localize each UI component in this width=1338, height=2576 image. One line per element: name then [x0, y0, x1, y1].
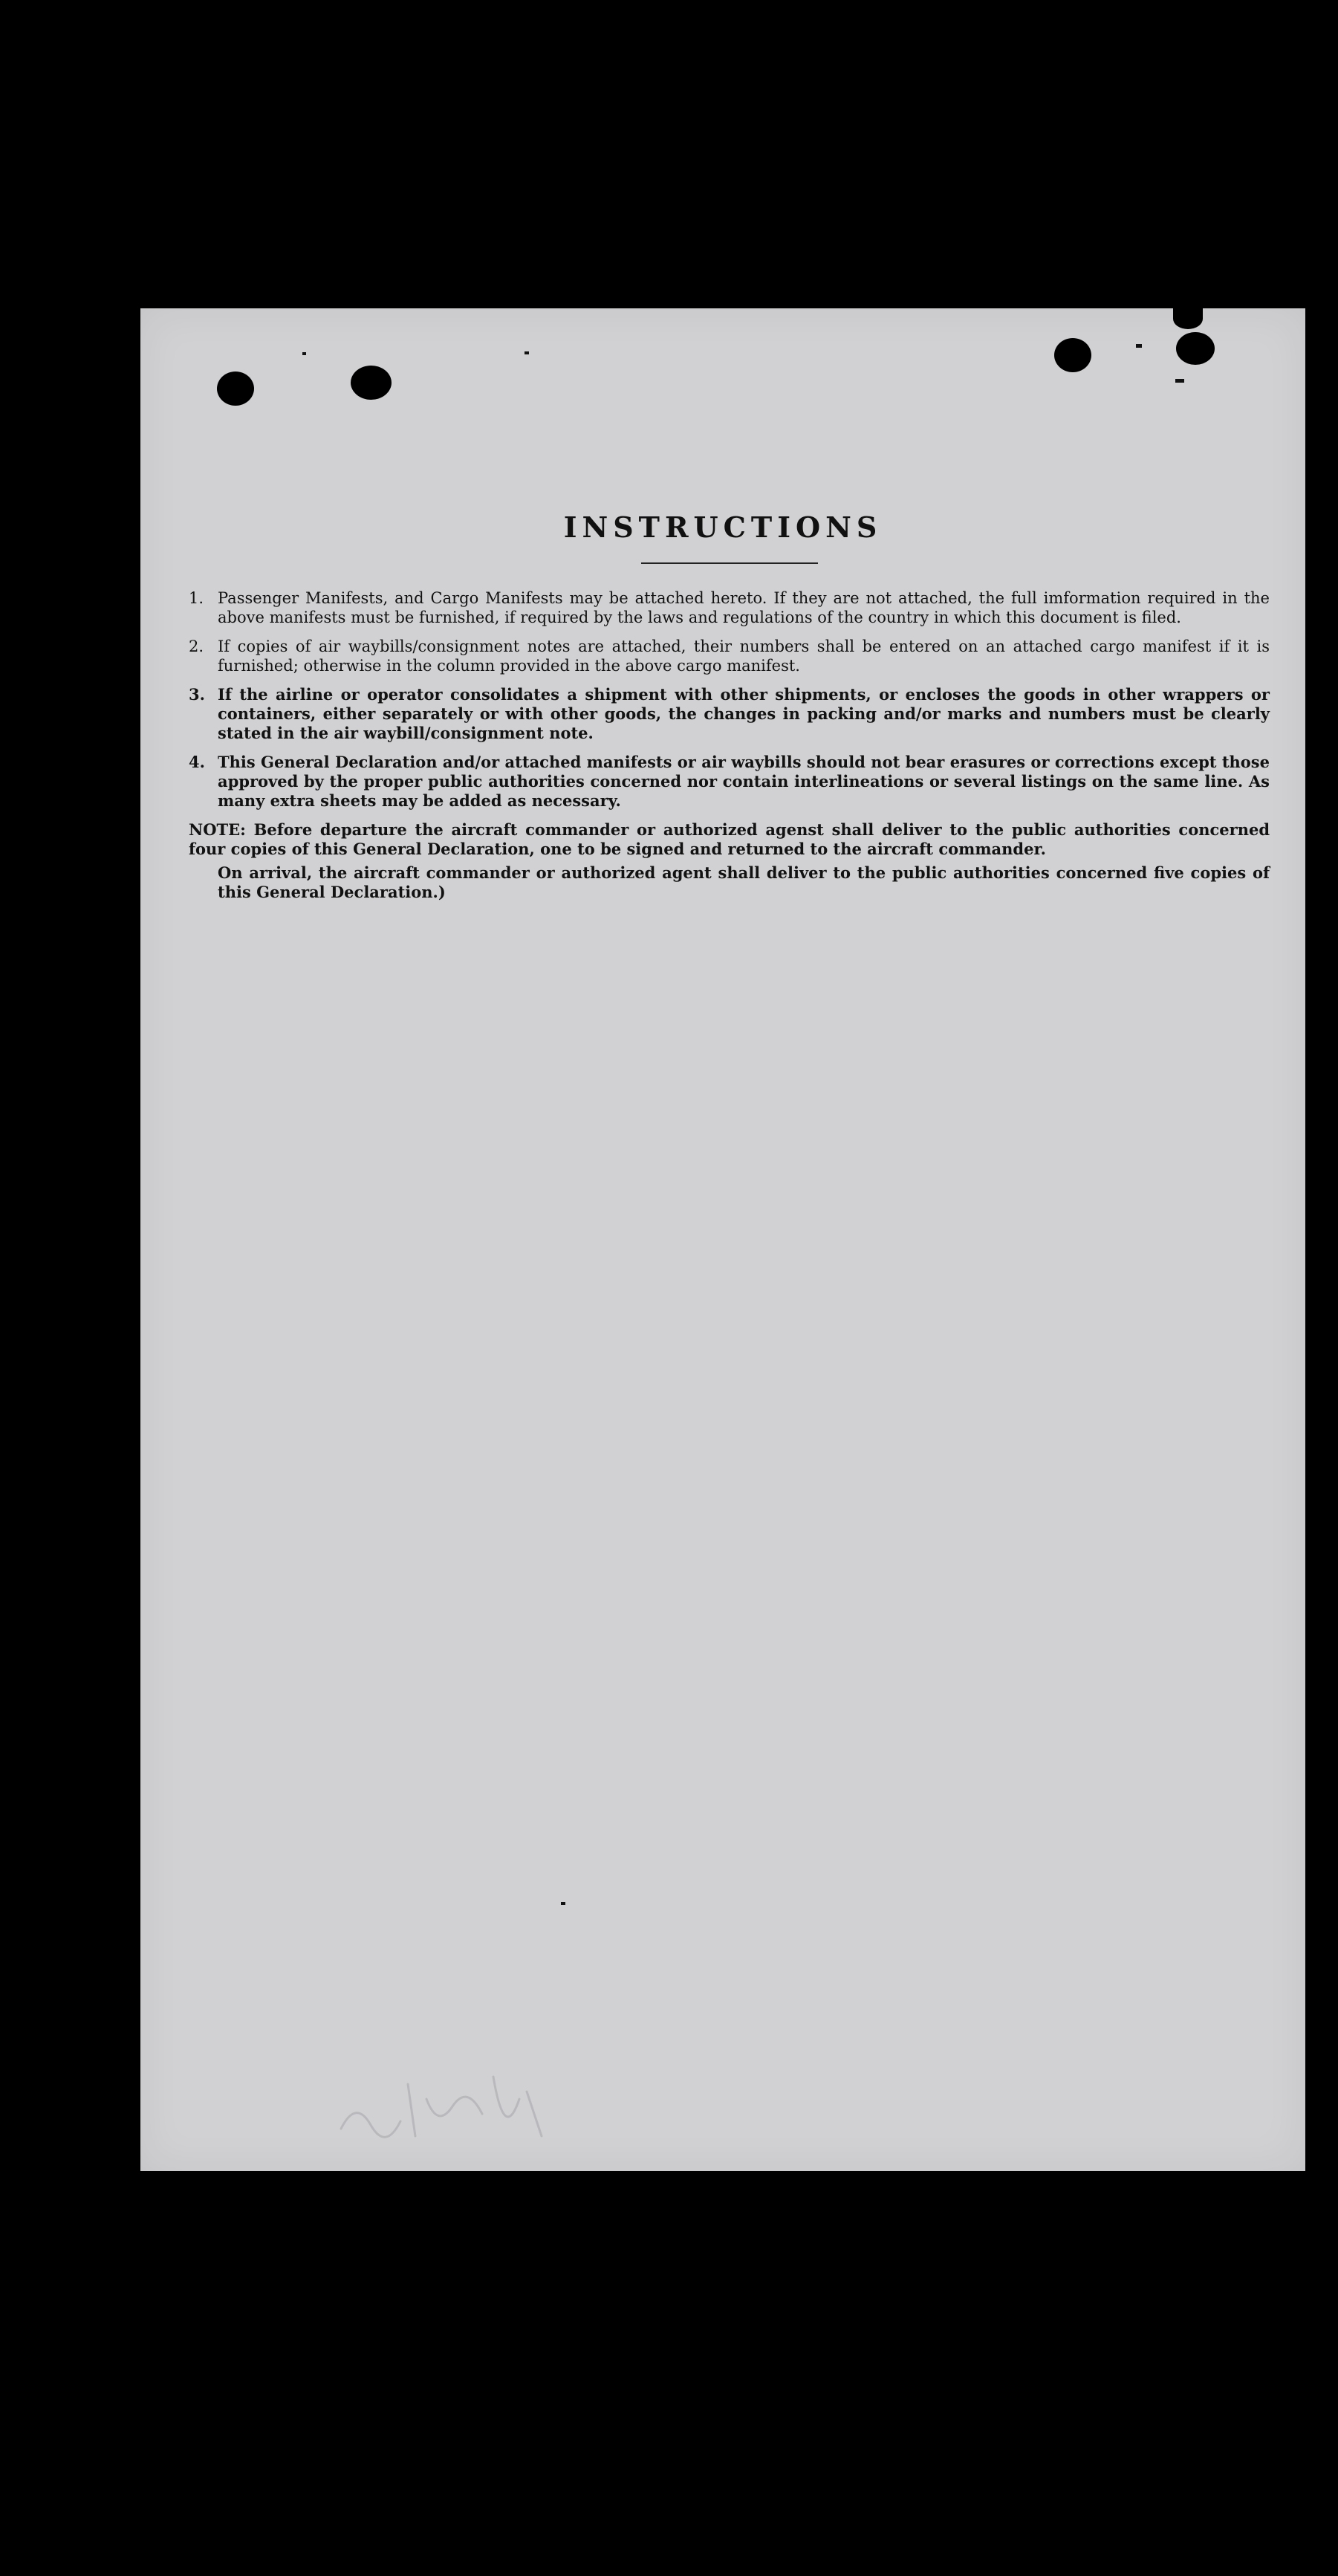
item-text: This General Declaration and/or attached manifests or air waybills should not bear erasures or corrections except those approved by the proper public authorities concerned nor contain interlineations or several listings on the same line. As many extra sheets may be added as necessary. [218, 753, 1270, 810]
speck [1175, 379, 1184, 383]
document-page [140, 308, 1305, 2171]
item-text: Passenger Manifests, and Cargo Manifests may be attached hereto. If they are not attached, the full imformation required in the above manifests must be furnished, if required by the laws and regulations of the country in which this document is filed. [218, 589, 1270, 626]
punch-hole-right-1 [1054, 338, 1091, 372]
note-block [189, 820, 1270, 902]
item-number: 1. [189, 589, 204, 607]
instruction-item [189, 685, 1270, 743]
punch-hole-left-2 [351, 366, 392, 400]
note-text: Before departure the aircraft commander or authorized agenst shall deliver to the public authorities concerned four copies of this General Declaration, one to be signed and returned to the aircraft commander. [189, 820, 1270, 858]
instruction-item [189, 637, 1270, 675]
torn-corner [1173, 308, 1203, 329]
note-label: NOTE: [189, 820, 246, 839]
page-title: INSTRUCTIONS [563, 510, 883, 544]
instruction-item [189, 753, 1270, 811]
punch-hole-right-2 [1176, 332, 1215, 365]
speck [525, 351, 529, 354]
instructions-list [189, 588, 1270, 902]
pencil-scribble [334, 2054, 556, 2151]
title-underline [641, 562, 818, 564]
item-text: If copies of air waybills/consignment notes are attached, their numbers shall be entered on an attached cargo manifest if it is furnished; otherwise in the column provided in the above cargo manifest. [218, 637, 1270, 675]
punch-hole-left-1 [217, 372, 254, 406]
item-number: 4. [189, 753, 205, 771]
note-paragraph-arrival: On arrival, the aircraft commander or authorized agent shall deliver to the public authorities concerned five copies of this General Declaration.) [218, 863, 1270, 901]
item-number: 3. [189, 685, 205, 704]
note-paragraph [189, 820, 1270, 859]
item-number: 2. [189, 637, 204, 655]
speck [302, 352, 306, 355]
speck [1136, 344, 1142, 348]
speck [561, 1902, 565, 1905]
item-text: If the airline or operator consolidates a shipment with other shipments, or encloses the goods in other wrappers or containers, either separately or with other goods, the changes in packing and/or marks and numbers must be clearly stated in the air waybill/consignment note. [218, 685, 1270, 742]
instruction-item [189, 588, 1270, 627]
